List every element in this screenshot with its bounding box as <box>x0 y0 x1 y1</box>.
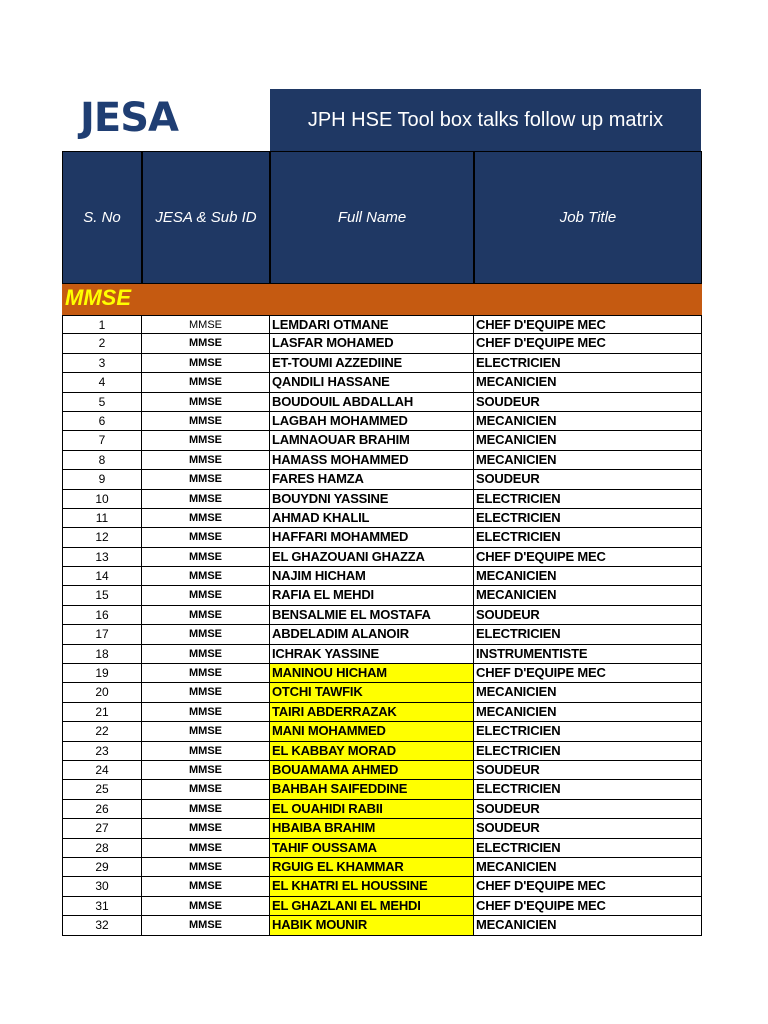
cell-full-name: LASFAR MOHAMED <box>270 334 474 353</box>
cell-full-name: LAGBAH MOHAMMED <box>270 412 474 431</box>
cell-sno: 6 <box>62 412 142 431</box>
cell-sno: 9 <box>62 470 142 489</box>
cell-sno: 21 <box>62 703 142 722</box>
table-row <box>62 780 702 799</box>
cell-job-title: ELECTRICIEN <box>474 509 702 528</box>
cell-full-name: TAHIF OUSSAMA <box>270 839 474 858</box>
section-header-mmse <box>62 284 702 315</box>
cell-sno: 22 <box>62 722 142 741</box>
cell-sub-id: MMSE <box>142 509 270 528</box>
cell-sub-id: MMSE <box>142 528 270 547</box>
cell-sno: 4 <box>62 373 142 392</box>
cell-job-title: MECANICIEN <box>474 451 702 470</box>
cell-full-name: EL GHAZOUANI GHAZZA <box>270 548 474 567</box>
cell-sno: 5 <box>62 393 142 412</box>
cell-sub-id: MMSE <box>142 703 270 722</box>
cell-full-name: QANDILI HASSANE <box>270 373 474 392</box>
cell-full-name: BOUYDNI YASSINE <box>270 490 474 509</box>
page-title: JPH HSE Tool box talks follow up matrix <box>270 89 701 151</box>
cell-job-title: MECANICIEN <box>474 683 702 702</box>
column-header-sno: S. No <box>62 151 142 284</box>
cell-sno: 25 <box>62 780 142 799</box>
table-header <box>62 151 702 284</box>
table-row <box>62 742 702 761</box>
cell-full-name: HAMASS MOHAMMED <box>270 451 474 470</box>
cell-job-title: CHEF D'EQUIPE MEC <box>474 334 702 353</box>
cell-full-name: BENSALMIE EL MOSTAFA <box>270 606 474 625</box>
cell-full-name: EL KABBAY MORAD <box>270 742 474 761</box>
table-row <box>62 451 702 470</box>
cell-full-name: BOUAMAMA AHMED <box>270 761 474 780</box>
table-row <box>62 334 702 353</box>
table-row <box>62 354 702 373</box>
cell-sub-id: MMSE <box>142 470 270 489</box>
cell-sno: 17 <box>62 625 142 644</box>
cell-sub-id: MMSE <box>142 393 270 412</box>
cell-sno: 1 <box>62 315 142 334</box>
cell-sub-id: MMSE <box>142 431 270 450</box>
table-row <box>62 373 702 392</box>
cell-job-title: SOUDEUR <box>474 470 702 489</box>
cell-full-name: ET-TOUMI AZZEDIINE <box>270 354 474 373</box>
column-header-full-name: Full Name <box>270 151 474 284</box>
cell-full-name: LEMDARI OTMANE <box>270 315 474 334</box>
cell-sno: 15 <box>62 586 142 605</box>
cell-full-name: EL OUAHIDI RABII <box>270 800 474 819</box>
cell-job-title: CHEF D'EQUIPE MEC <box>474 315 702 334</box>
cell-job-title: ELECTRICIEN <box>474 839 702 858</box>
cell-job-title: SOUDEUR <box>474 761 702 780</box>
table-row <box>62 858 702 877</box>
column-header-sub-id: JESA & Sub ID <box>142 151 270 284</box>
cell-sub-id: MMSE <box>142 761 270 780</box>
cell-sno: 16 <box>62 606 142 625</box>
cell-sno: 7 <box>62 431 142 450</box>
cell-full-name: EL KHATRI EL HOUSSINE <box>270 877 474 896</box>
cell-full-name: ICHRAK YASSINE <box>270 645 474 664</box>
column-header-job-title: Job Title <box>474 151 702 284</box>
table-row <box>62 548 702 567</box>
cell-sno: 27 <box>62 819 142 838</box>
cell-sub-id: MMSE <box>142 586 270 605</box>
cell-sub-id: MMSE <box>142 373 270 392</box>
cell-job-title: MECANICIEN <box>474 916 702 935</box>
cell-full-name: EL GHAZLANI EL MEHDI <box>270 897 474 916</box>
table-row <box>62 315 702 334</box>
cell-sub-id: MMSE <box>142 819 270 838</box>
cell-job-title: MECANICIEN <box>474 412 702 431</box>
cell-job-title: MECANICIEN <box>474 567 702 586</box>
cell-job-title: MECANICIEN <box>474 431 702 450</box>
table-row <box>62 528 702 547</box>
cell-sub-id: MMSE <box>142 334 270 353</box>
table-row <box>62 509 702 528</box>
cell-sno: 12 <box>62 528 142 547</box>
table-row <box>62 683 702 702</box>
cell-sub-id: MMSE <box>142 683 270 702</box>
cell-sub-id: MMSE <box>142 664 270 683</box>
cell-sno: 28 <box>62 839 142 858</box>
table-row <box>62 722 702 741</box>
cell-job-title: CHEF D'EQUIPE MEC <box>474 897 702 916</box>
cell-sub-id: MMSE <box>142 490 270 509</box>
table-row <box>62 412 702 431</box>
table-row <box>62 490 702 509</box>
cell-full-name: RGUIG EL KHAMMAR <box>270 858 474 877</box>
cell-full-name: HBAIBA BRAHIM <box>270 819 474 838</box>
table-body <box>62 315 702 936</box>
table-row <box>62 897 702 916</box>
cell-sub-id: MMSE <box>142 548 270 567</box>
cell-job-title: MECANICIEN <box>474 858 702 877</box>
table-row <box>62 877 702 896</box>
cell-sno: 19 <box>62 664 142 683</box>
cell-sno: 14 <box>62 567 142 586</box>
table-row <box>62 916 702 935</box>
cell-job-title: MECANICIEN <box>474 586 702 605</box>
cell-sub-id: MMSE <box>142 916 270 935</box>
cell-sno: 20 <box>62 683 142 702</box>
cell-sub-id: MMSE <box>142 780 270 799</box>
cell-sno: 24 <box>62 761 142 780</box>
table-row <box>62 800 702 819</box>
table-row <box>62 645 702 664</box>
cell-sub-id: MMSE <box>142 625 270 644</box>
cell-full-name: OTCHI TAWFIK <box>270 683 474 702</box>
cell-sno: 23 <box>62 742 142 761</box>
table-row <box>62 703 702 722</box>
cell-sno: 11 <box>62 509 142 528</box>
cell-job-title: ELECTRICIEN <box>474 722 702 741</box>
cell-job-title: SOUDEUR <box>474 819 702 838</box>
cell-sub-id: MMSE <box>142 315 270 334</box>
table-row <box>62 839 702 858</box>
cell-sub-id: MMSE <box>142 606 270 625</box>
cell-full-name: BAHBAH SAIFEDDINE <box>270 780 474 799</box>
cell-job-title: SOUDEUR <box>474 800 702 819</box>
table-row <box>62 625 702 644</box>
cell-full-name: TAIRI ABDERRAZAK <box>270 703 474 722</box>
table-row <box>62 393 702 412</box>
table-row <box>62 586 702 605</box>
cell-full-name: MANINOU HICHAM <box>270 664 474 683</box>
cell-sno: 18 <box>62 645 142 664</box>
cell-sub-id: MMSE <box>142 451 270 470</box>
cell-full-name: ABDELADIM ALANOIR <box>270 625 474 644</box>
cell-sub-id: MMSE <box>142 858 270 877</box>
cell-full-name: BOUDOUIL ABDALLAH <box>270 393 474 412</box>
cell-sub-id: MMSE <box>142 722 270 741</box>
cell-job-title: ELECTRICIEN <box>474 742 702 761</box>
cell-job-title: ELECTRICIEN <box>474 354 702 373</box>
cell-sno: 29 <box>62 858 142 877</box>
cell-full-name: HABIK MOUNIR <box>270 916 474 935</box>
cell-full-name: NAJIM HICHAM <box>270 567 474 586</box>
cell-job-title: ELECTRICIEN <box>474 528 702 547</box>
cell-full-name: MANI MOHAMMED <box>270 722 474 741</box>
cell-sub-id: MMSE <box>142 800 270 819</box>
cell-sub-id: MMSE <box>142 897 270 916</box>
table-row <box>62 470 702 489</box>
cell-sub-id: MMSE <box>142 412 270 431</box>
table-row <box>62 819 702 838</box>
cell-sub-id: MMSE <box>142 877 270 896</box>
cell-sno: 2 <box>62 334 142 353</box>
cell-sub-id: MMSE <box>142 567 270 586</box>
table-row <box>62 761 702 780</box>
cell-job-title: INSTRUMENTISTE <box>474 645 702 664</box>
cell-full-name: HAFFARI MOHAMMED <box>270 528 474 547</box>
section-label: MMSE <box>65 285 131 310</box>
cell-job-title: CHEF D'EQUIPE MEC <box>474 664 702 683</box>
cell-job-title: SOUDEUR <box>474 393 702 412</box>
cell-job-title: MECANICIEN <box>474 703 702 722</box>
cell-job-title: MECANICIEN <box>474 373 702 392</box>
cell-job-title: CHEF D'EQUIPE MEC <box>474 548 702 567</box>
cell-sno: 10 <box>62 490 142 509</box>
cell-sub-id: MMSE <box>142 839 270 858</box>
cell-sno: 8 <box>62 451 142 470</box>
table-row <box>62 664 702 683</box>
cell-job-title: ELECTRICIEN <box>474 625 702 644</box>
cell-full-name: LAMNAOUAR BRAHIM <box>270 431 474 450</box>
cell-sno: 26 <box>62 800 142 819</box>
jesa-logo: JESA <box>80 95 178 141</box>
table-row <box>62 431 702 450</box>
table-row <box>62 606 702 625</box>
cell-job-title: SOUDEUR <box>474 606 702 625</box>
cell-sub-id: MMSE <box>142 645 270 664</box>
cell-sno: 30 <box>62 877 142 896</box>
cell-full-name: FARES HAMZA <box>270 470 474 489</box>
cell-job-title: CHEF D'EQUIPE MEC <box>474 877 702 896</box>
cell-full-name: RAFIA EL MEHDI <box>270 586 474 605</box>
cell-sno: 32 <box>62 916 142 935</box>
cell-sno: 13 <box>62 548 142 567</box>
cell-job-title: ELECTRICIEN <box>474 780 702 799</box>
cell-job-title: ELECTRICIEN <box>474 490 702 509</box>
cell-sub-id: MMSE <box>142 354 270 373</box>
cell-full-name: AHMAD KHALIL <box>270 509 474 528</box>
table-row <box>62 567 702 586</box>
cell-sno: 3 <box>62 354 142 373</box>
cell-sub-id: MMSE <box>142 742 270 761</box>
cell-sno: 31 <box>62 897 142 916</box>
